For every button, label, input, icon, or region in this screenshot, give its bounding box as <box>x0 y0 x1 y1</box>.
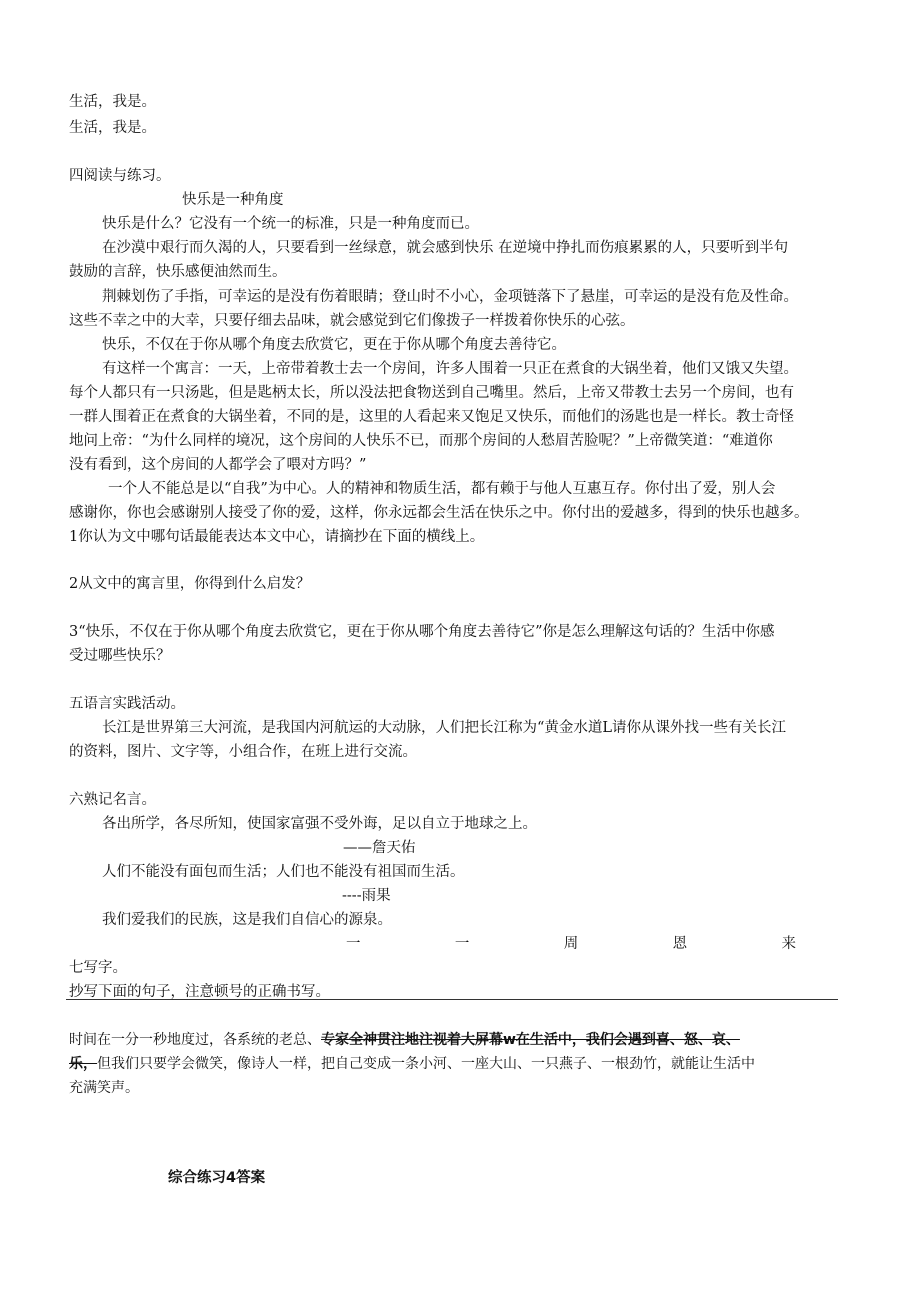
question-3: 3“快乐，不仅在于你从哪个角度去欣赏它，更在于你从哪个角度去善待它”你是怎么理解这句话的？生活中你感 <box>69 624 775 640</box>
copy-text-plain: 时间在一分一秒地度过，各系统的老总、 <box>69 1032 321 1048</box>
article-paragraph: 鼓励的言辞，快乐感便油然而生。 <box>69 264 287 280</box>
copy-text-plain: 但我们只要学会微笑，像诗人一样，把自己变成一条小河、一座大山、一只燕子、一根劲竹，就能让生活中 <box>97 1056 755 1072</box>
fable-paragraph: 有这样一个寓言：一天，上帝带着教士去一个房间，许多人围着一只正在煮食的大锅坐着，他们又饿又失望。 <box>102 361 798 377</box>
article-paragraph: 荆棘划伤了手指，可幸运的是没有伤着眼睛；登山时不小心，金项链落下了悬崖，可幸运的是没有危及性命。 <box>102 289 798 305</box>
article-paragraph: 这些不幸之中的大幸，只要仔细去品味，就会感觉到它们像拨子一样拨着你快乐的心弦。 <box>69 313 635 329</box>
question-1: 1你认为文中哪句话最能表达本文中心，请摘抄在下面的横线上。 <box>69 529 485 545</box>
article-paragraph: 感谢你，你也会感谢别人接受了你的爱，这样，你永远都会生活在快乐之中。你付出的爱越多，得到的快乐也越多。 <box>69 505 809 521</box>
attribution-char: 周 <box>563 936 579 952</box>
quote-2: 人们不能没有面包而生活；人们也不能没有祖国而生活。 <box>102 864 465 880</box>
question-2: 2从文中的寓言里，你得到什么启发？ <box>69 576 311 592</box>
fable-paragraph: 一群人围着正在煮食的大锅坐着，不同的是，这里的人看起来又饱足又快乐，而他们的汤匙也是一样长。教士奇怪 <box>69 409 794 425</box>
section5-heading: 五语言实践活动。 <box>69 696 185 712</box>
copy-text-struck: 专家全神贯注地注视着大屏幕w在生活中，我们会遇到喜、怒、哀、 <box>321 1032 740 1048</box>
section5-paragraph: 的资料，图片、文字等，小组合作，在班上进行交流。 <box>69 744 417 760</box>
section4-heading: 四阅读与练习。 <box>69 168 171 184</box>
attribution-char: 来 <box>781 936 796 952</box>
article-paragraph: 在沙漠中艰行而久渴的人，只要看到一丝绿意，就会感到快乐 在逆境中挣扎而伤痕累累的人，只要听到半句 <box>102 240 789 256</box>
copy-text-line-3: 充满笑声。 <box>69 1080 139 1096</box>
copy-text-struck: 乐， <box>69 1056 97 1072</box>
attribution-char: 恩 <box>672 936 688 952</box>
attribution-char: 一 <box>346 936 361 952</box>
quote-1-attribution: ——詹天佑 <box>343 840 416 856</box>
article-paragraph: 一个人不能总是以“自我”为中心。人的精神和物质生活，都有赖于与他人互惠互存。你付出了爱，别人会 <box>108 481 776 497</box>
copy-text-line-1 <box>69 1030 740 1050</box>
fable-paragraph: 没有看到，这个房间的人都学会了喂对方吗？” <box>69 457 367 473</box>
quote-1: 各出所学，各尽所知，使国家富强不受外诲，足以自立于地球之上。 <box>102 816 537 832</box>
fable-paragraph: 每个人都只有一只汤匙，但是匙柄太长，所以没法把食物送到自己嘴里。然后，上帝又带教士去另一个房间，也有 <box>69 385 794 401</box>
quote-2-attribution: ----雨果 <box>342 888 391 904</box>
quote-3: 我们爱我们的民族，这是我们自信心的源泉。 <box>102 912 392 928</box>
section5-paragraph: 长江是世界第三大河流，是我国内河航运的大动脉，人们把长江称为“黄金水道L请你从课外找一些有关长江 <box>102 720 787 736</box>
attribution-char: 一 <box>454 936 470 952</box>
question-3-cont: 受过哪些快乐？ <box>69 648 171 664</box>
fable-paragraph: 地问上帝：“为什么同样的境况，这个房间的人快乐不已，而那个房间的人愁眉苦脸呢？”上帝微笑道：“难道你 <box>69 433 773 449</box>
quote-3-attribution <box>346 934 796 954</box>
section6-heading: 六熟记名言。 <box>69 792 156 808</box>
answers-title: 综合练习4答案 <box>168 1170 266 1186</box>
copy-text-line-2 <box>69 1054 755 1074</box>
section7-instruction: 抄写下面的句子，注意顿号的正确书写。 <box>69 984 330 1000</box>
article-title: 快乐是一种角度 <box>182 192 284 208</box>
section7-heading: 七写字。 <box>69 960 127 976</box>
article-paragraph: 快乐是什么？它没有一个统一的标准，只是一种角度而已。 <box>102 216 479 232</box>
fill-line-1: 生活，我是。 <box>69 94 156 110</box>
fill-line-2: 生活，我是。 <box>69 120 156 136</box>
divider-line <box>66 999 838 1000</box>
article-paragraph: 快乐，不仅在于你从哪个角度去欣赏它，更在于你从哪个角度去善待它。 <box>102 337 566 353</box>
